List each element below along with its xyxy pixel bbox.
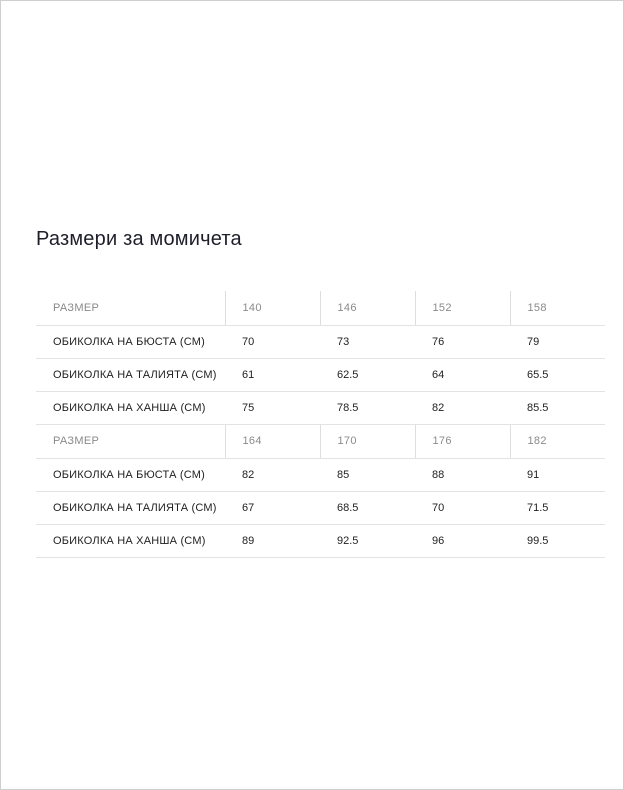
measurement-row-hips	[36, 524, 605, 557]
measurement-value: 85.5	[510, 391, 605, 424]
size-header-label: РАЗМЕР	[36, 291, 225, 325]
measurement-value: 82	[225, 458, 320, 491]
size-header-cell: 176	[415, 424, 510, 458]
size-header-cell: 140	[225, 291, 320, 325]
size-header-cell: 170	[320, 424, 415, 458]
size-header-row	[36, 424, 605, 458]
size-header-label: РАЗМЕР	[36, 424, 225, 458]
measurement-value: 67	[225, 491, 320, 524]
measurement-row-hips	[36, 391, 605, 424]
measurement-value: 99.5	[510, 524, 605, 557]
measurement-label: ОБИКОЛКА НА ТАЛИЯТА (СМ)	[36, 491, 225, 524]
measurement-value: 91	[510, 458, 605, 491]
size-header-cell: 152	[415, 291, 510, 325]
measurement-value: 75	[225, 391, 320, 424]
measurement-value: 96	[415, 524, 510, 557]
measurement-value: 65.5	[510, 358, 605, 391]
measurement-value: 61	[225, 358, 320, 391]
measurement-row-waist	[36, 491, 605, 524]
measurement-value: 73	[320, 325, 415, 358]
size-chart-table	[36, 291, 605, 558]
measurement-value: 70	[225, 325, 320, 358]
measurement-value: 88	[415, 458, 510, 491]
size-header-cell: 146	[320, 291, 415, 325]
size-header-cell: 158	[510, 291, 605, 325]
measurement-value: 76	[415, 325, 510, 358]
size-header-cell: 164	[225, 424, 320, 458]
measurement-value: 64	[415, 358, 510, 391]
measurement-value: 68.5	[320, 491, 415, 524]
measurement-value: 62.5	[320, 358, 415, 391]
measurement-value: 71.5	[510, 491, 605, 524]
measurement-label: ОБИКОЛКА НА ХАНША (СМ)	[36, 391, 225, 424]
measurement-value: 85	[320, 458, 415, 491]
page-title: Размери за момичета	[36, 228, 242, 250]
size-header-row	[36, 291, 605, 325]
measurement-value: 89	[225, 524, 320, 557]
measurement-row-bust	[36, 458, 605, 491]
measurement-label: ОБИКОЛКА НА БЮСТА (СМ)	[36, 325, 225, 358]
size-header-cell: 182	[510, 424, 605, 458]
measurement-label: ОБИКОЛКА НА ТАЛИЯТА (СМ)	[36, 358, 225, 391]
measurement-value: 79	[510, 325, 605, 358]
measurement-label: ОБИКОЛКА НА БЮСТА (СМ)	[36, 458, 225, 491]
measurement-row-waist	[36, 358, 605, 391]
measurement-value: 70	[415, 491, 510, 524]
measurement-row-bust	[36, 325, 605, 358]
measurement-value: 92.5	[320, 524, 415, 557]
measurement-label: ОБИКОЛКА НА ХАНША (СМ)	[36, 524, 225, 557]
measurement-value: 82	[415, 391, 510, 424]
measurement-value: 78.5	[320, 391, 415, 424]
